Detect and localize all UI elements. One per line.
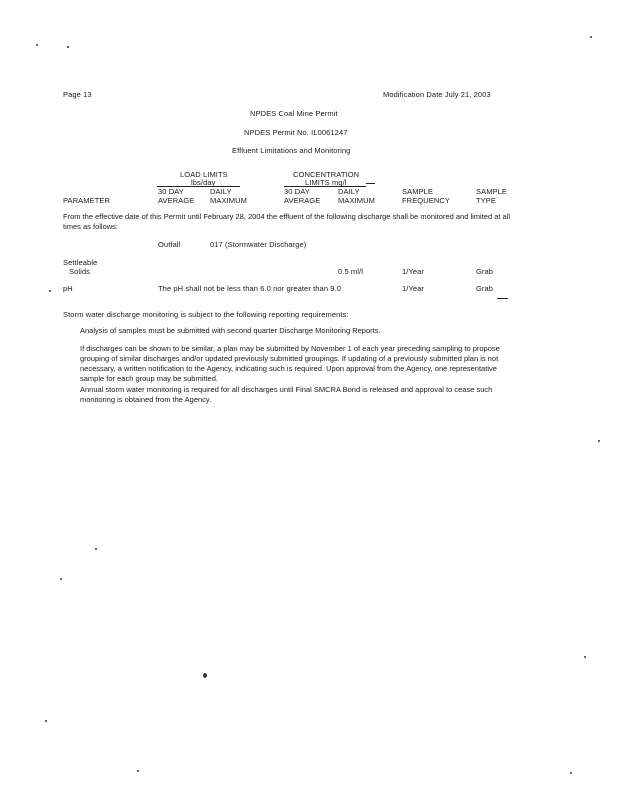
solids-frequency: 1/Year bbox=[402, 267, 425, 276]
permit-number: NPDES Permit No. IL0061247 bbox=[244, 128, 348, 137]
param-solids: Solids bbox=[69, 267, 91, 276]
solids-daily-max: 0.5 ml/l bbox=[338, 267, 363, 276]
scan-speck bbox=[590, 36, 592, 38]
scan-speck bbox=[36, 44, 38, 46]
col-sample-frequency-2: FREQUENCY bbox=[402, 196, 450, 205]
col-sample-type-1: SAMPLE bbox=[476, 187, 508, 196]
scan-speck bbox=[584, 656, 586, 658]
outfall-label: Outfall bbox=[158, 240, 181, 249]
col-30day-avg-conc-2: AVERAGE bbox=[284, 196, 321, 205]
ph-sample-type: Grab bbox=[476, 284, 494, 293]
page-number: Page 13 bbox=[63, 90, 92, 99]
load-limits-units: lbs/day bbox=[191, 178, 216, 187]
col-30day-avg-conc-1: 30 DAY bbox=[284, 187, 310, 196]
scan-speck bbox=[45, 720, 47, 722]
scan-speck bbox=[67, 46, 69, 48]
concentration-units: LIMITS mg/l bbox=[305, 178, 347, 187]
outfall-value: 017 (Stormwater Discharge) bbox=[210, 240, 307, 249]
scan-speck bbox=[95, 548, 97, 550]
concentration-heading: CONCENTRATION bbox=[293, 170, 360, 179]
intro-paragraph: From the effective date of this Permit until February 28, 2004 the effluent of the following discharge shall be monitored and limited at all times as follows: bbox=[63, 212, 511, 231]
requirement-paragraph-1: Analysis of samples must be submitted with second quarter Discharge Monitoring Reports. bbox=[80, 326, 381, 335]
scan-speck bbox=[203, 673, 207, 678]
scan-speck bbox=[598, 440, 600, 442]
scan-speck bbox=[570, 772, 572, 774]
load-limits-heading: LOAD LIMITS bbox=[180, 170, 228, 179]
scan-speck bbox=[137, 770, 139, 772]
permit-title: NPDES Coal Mine Permit bbox=[250, 109, 338, 118]
scan-speck bbox=[60, 578, 62, 580]
section-title: Effluent Limitations and Monitoring bbox=[232, 146, 351, 155]
col-daily-max-2: MAXIMUM bbox=[210, 196, 247, 205]
col-daily-max-conc-1: DAILY bbox=[338, 187, 360, 196]
col-parameter: PARAMETER bbox=[63, 196, 111, 205]
col-sample-frequency-1: SAMPLE bbox=[402, 187, 434, 196]
requirements-intro: Storm water discharge monitoring is subject to the following reporting requirements: bbox=[63, 310, 349, 319]
ph-limit-text: The pH shall not be less than 6.0 nor greater than 9.0 bbox=[158, 284, 342, 293]
ph-frequency: 1/Year bbox=[402, 284, 425, 293]
table-end-rule bbox=[497, 298, 508, 299]
col-30day-avg-1: 30 DAY bbox=[158, 187, 184, 196]
col-daily-max-1: DAILY bbox=[210, 187, 232, 196]
modification-date: Modification Date July 21, 2003 bbox=[383, 90, 491, 99]
param-ph: pH bbox=[63, 284, 73, 293]
col-sample-type-2: TYPE bbox=[476, 196, 496, 205]
scan-speck bbox=[49, 290, 51, 292]
col-daily-max-conc-2: MAXIMUM bbox=[338, 196, 375, 205]
param-settleable: Settleable bbox=[63, 258, 98, 267]
solids-sample-type: Grab bbox=[476, 267, 494, 276]
requirement-paragraph-3: Annual storm water monitoring is required for all discharges until Final SMCRA Bond is released and approval to cease such monitoring is obtained from the Agency. bbox=[80, 385, 493, 404]
concentration-rule-tick bbox=[366, 183, 375, 184]
col-30day-avg-2: AVERAGE bbox=[158, 196, 195, 205]
requirement-paragraph-2: If discharges can be shown to be similar, a plan may be submitted by November 1 of each year preceding sampling to propose grouping of similar discharges and/or updated previously submitted groupings. If updating of a previously submitted plan is not necessary, a written notification to the Agency, indicating such is required. Upon approval from the Agency, one representative sample for each group may be submitted. bbox=[80, 344, 500, 383]
